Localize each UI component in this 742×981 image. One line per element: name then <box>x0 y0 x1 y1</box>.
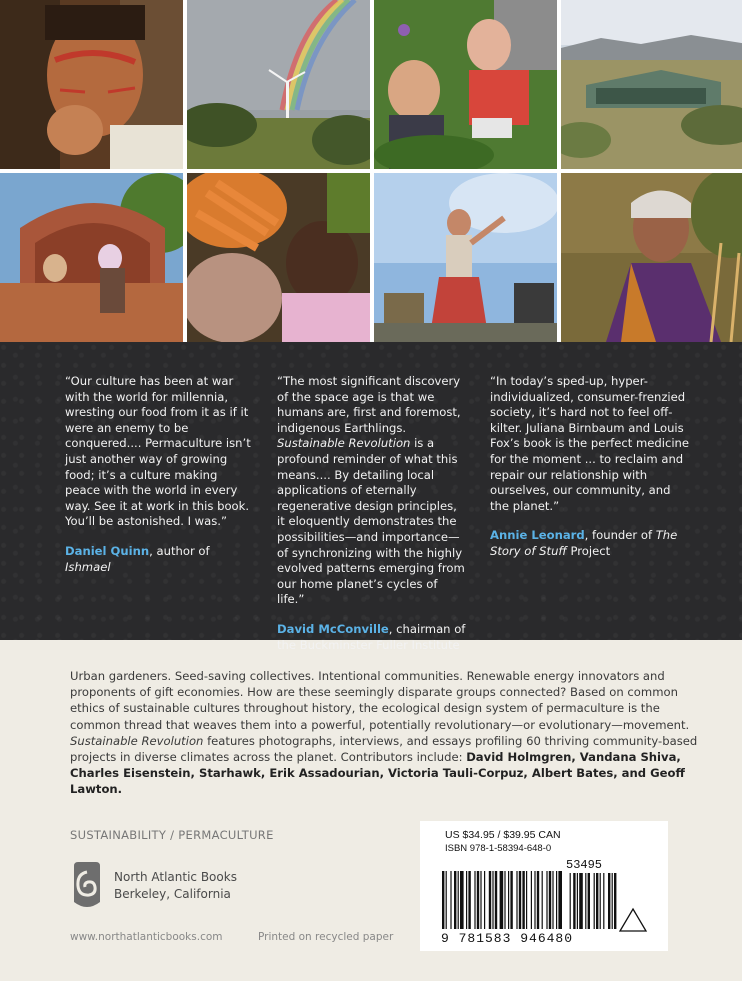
barcode-addon-number: 53495 <box>566 858 603 872</box>
publisher-logo-icon <box>70 862 104 910</box>
quote-work-title: Ishmael <box>65 559 111 574</box>
quote-text: “In today’s sped-up, hyper-individualized, consumer-frenzied society, it’s hard not to feel off-kilter. Juliana Birnbaum and Louis Fox’s book is the perfect medicine for the moment ... to reclaim and repair our relationship with ourselves, our community, and the planet.” <box>490 374 690 513</box>
photo-child-vegetables <box>187 173 370 342</box>
quote-author: Daniel Quinn <box>65 543 150 558</box>
publisher-website: www.northatlanticbooks.com <box>70 931 223 943</box>
isbn-label: ISBN 978-1-58394-648-0 <box>445 843 552 854</box>
contributors-list: David Holmgren, Vandana Shiva, Charles Eisenstein, Starhawk, Erik Assadourian, Victoria Tauli-Corpuz, Albert Bates, and Geoff Lawton. <box>70 750 685 797</box>
book-description: Urban gardeners. Seed-saving collectives. Intentional communities. Renewable energy innovators and proponents of gift economies. How are these seemingly disparate groups connected? Based on common ethics of sustainable cultures throughout history, the ecological design system of permaculture is the common thread that weaves them into a powerful, potentially revolutionary—or evolutionary—movement. Sustainable Revolution features photographs, interviews, and essays profiling 60 thriving community-based projects in diverse climates across the planet. Contributors include: David Holmgren, Vandana Shiva, Charles Eisenstein, Starhawk, Erik Assadourian, Victoria Tauli-Corpuz, Albert Bates, and Geoff Lawton. <box>70 669 698 797</box>
category-label: SUSTAINABILITY / PERMACULTURE <box>70 828 274 842</box>
endorsements-section <box>0 342 742 652</box>
quote-text: “Our culture has been at war with the world for millennia, wresting our food from it as if it were an enemy to be conquered.... Permaculture isn’t just another way of growing food; it’s a culture making peace with the world in every way. See it at work in this book. You’ll be astonished. I was.” <box>65 374 251 529</box>
photo-earthship-houses <box>561 0 742 169</box>
barcode-box <box>420 821 668 951</box>
publisher-block <box>70 862 237 910</box>
price-label: US $34.95 / $39.95 CAN <box>445 829 561 841</box>
photo-man-face-paint <box>0 0 183 169</box>
photo-rainbow-wind-turbine <box>187 0 370 169</box>
quote-annie-leonard <box>490 374 690 560</box>
publisher-name: North Atlantic Books <box>114 870 237 884</box>
quote-daniel-quinn <box>65 374 255 575</box>
quote-work-title: The Story of Stuff <box>490 528 678 558</box>
quote-attribution: Daniel Quinn, author of Ishmael <box>65 543 210 574</box>
photo-woman-wheat <box>561 173 742 342</box>
quote-author: David McConville <box>277 621 389 636</box>
barcode-ean-number: 9 781583 946480 <box>441 931 574 946</box>
photo-dancing-crowd <box>374 173 557 342</box>
quote-attribution: David McConville, chairman of the Buckminster Fuller Institute <box>277 621 466 652</box>
quote-text: “The most significant discovery of the space age is that we humans are, first and foremost, indigenous Earthlings. Sustainable Revolution is a profound reminder of what this means.... By detailing local applications of eternally regenerative design principles, it eloquently demonstrates the possibilities—and importance—of synchronizing with the highly evolved patterns emerging from our home planet’s cycles of life.” <box>277 374 465 607</box>
photo-grid <box>0 0 742 342</box>
photo-garden-conversation <box>374 0 557 169</box>
quote-david-mcconville <box>277 374 467 653</box>
quote-attribution: Annie Leonard, founder of The Story of Stuff Project <box>490 528 678 558</box>
triangle-icon <box>618 907 648 933</box>
publisher-location: Berkeley, California <box>114 887 231 901</box>
quote-author: Annie Leonard <box>490 528 585 543</box>
recycled-notice: Printed on recycled paper <box>258 931 394 943</box>
photo-adobe-building <box>0 173 183 342</box>
